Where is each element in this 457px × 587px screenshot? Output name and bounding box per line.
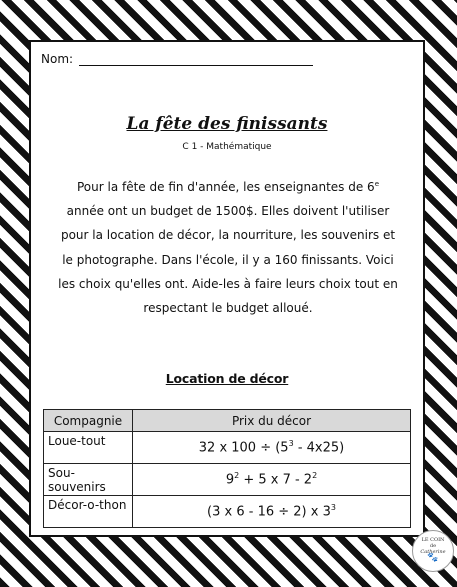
- price-cell: (3 x 6 - 16 ÷ 2) x $3^3$: [133, 496, 411, 528]
- column-header-company: Compagnie: [44, 410, 133, 432]
- table-row: [44, 496, 411, 528]
- price-cell: $9^2 + 5$ x $7 - 2^2$: [133, 464, 411, 496]
- table-row: [44, 432, 411, 464]
- worksheet: [29, 40, 425, 537]
- author-logo: LE COIN de Catherine 🐾: [412, 530, 454, 572]
- name-label: Nom:: [41, 52, 74, 66]
- column-header-price: Prix du décor: [133, 410, 411, 432]
- problem-statement: Pour la fête de fin d'année, les enseignantes de 6e année ont un budget de 1500$. Elles doivent l'utiliser pour la location de décor, la nourriture, les souvenirs et le photographe. Dans l'école, il y a 160 finissants. Voici les choix qu'elles ont. Aide-les à faire leurs choix tout en respectant le budget alloué.: [58, 180, 398, 316]
- page-title: La fête des finissants: [126, 114, 328, 134]
- company-cell: Sou-souvenirs: [44, 464, 133, 496]
- decor-table: [43, 409, 411, 528]
- section-title: Location de décor: [165, 371, 289, 386]
- page-subtitle: C 1 - Mathématique: [182, 142, 272, 152]
- company-cell: Loue-tout: [44, 432, 133, 464]
- name-underline: [79, 56, 313, 66]
- table-header-row: [44, 410, 411, 432]
- paw-icon: 🐾: [427, 553, 439, 563]
- name-field[interactable]: [41, 52, 313, 66]
- price-cell: 32 x $100 \div (5^3 - 4x25)$: [133, 432, 411, 464]
- table-row: [44, 464, 411, 496]
- company-cell: Décor-o-thon: [44, 496, 133, 528]
